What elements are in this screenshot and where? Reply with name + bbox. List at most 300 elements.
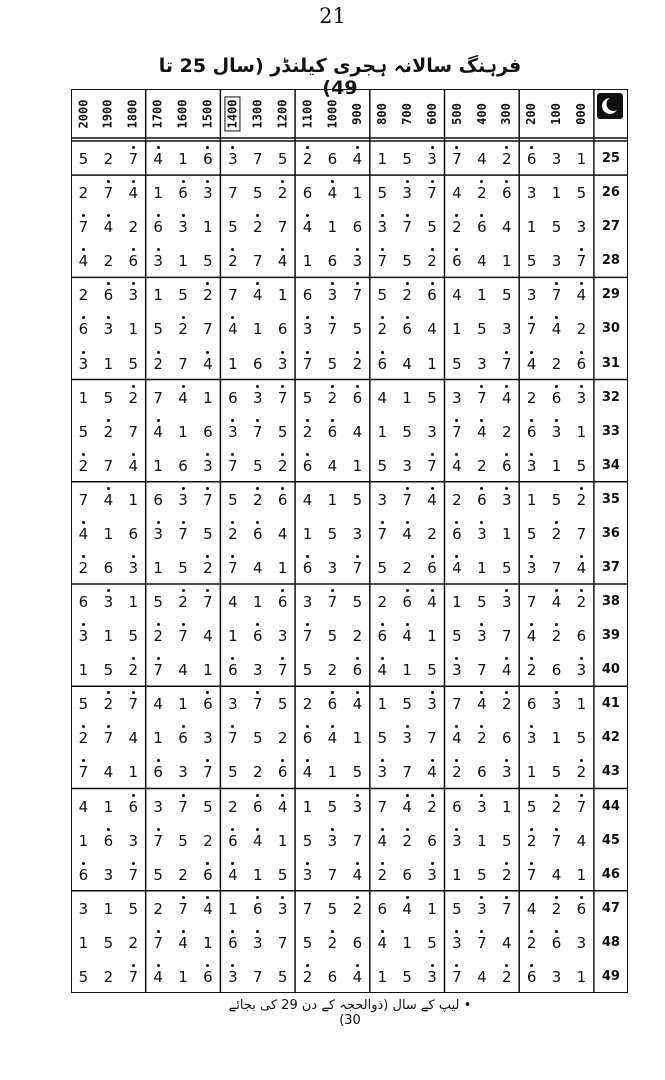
page-title: فرہنگ سالانہ ہجری کیلنڈر (سال 25 تا 49) bbox=[158, 55, 522, 99]
day-digit: 4 bbox=[501, 661, 512, 680]
day-digit: 1 bbox=[501, 797, 512, 816]
day-digit: 7 bbox=[526, 865, 537, 884]
day-digit: 2 bbox=[576, 763, 587, 782]
day-digit: 1 bbox=[103, 627, 114, 646]
day-digit: 2 bbox=[252, 490, 263, 509]
dot-mark bbox=[406, 589, 409, 592]
day-digit: 3 bbox=[277, 354, 288, 373]
day-digit: 2 bbox=[252, 218, 263, 237]
day-digit: 1 bbox=[377, 150, 388, 169]
footnote: • لیپ کے سال (ذوالحجہ کے دن 29 کی بجائے 30) bbox=[228, 998, 472, 1028]
day-digit: 7 bbox=[377, 252, 388, 271]
day-digit: 6 bbox=[501, 184, 512, 203]
day-digit: 7 bbox=[377, 797, 388, 816]
day-digit: 6 bbox=[252, 797, 263, 816]
day-digit: 1 bbox=[277, 286, 288, 305]
day-digit: 4 bbox=[377, 388, 388, 407]
dot-mark bbox=[580, 589, 583, 592]
day-digit: 2 bbox=[178, 865, 188, 884]
day-digit: 4 bbox=[452, 559, 462, 577]
day-digit: 3 bbox=[128, 286, 139, 305]
day-digit: 4 bbox=[452, 184, 462, 203]
day-digit: 7 bbox=[178, 797, 188, 816]
day-digit: 3 bbox=[327, 831, 338, 850]
day-digit: 6 bbox=[128, 252, 139, 271]
day-digit: 7 bbox=[128, 150, 139, 169]
header-century-1300: 1300 bbox=[250, 99, 265, 129]
day-digit: 1 bbox=[203, 218, 213, 237]
dot-mark bbox=[505, 385, 508, 388]
day-digit: 7 bbox=[551, 831, 562, 850]
dot-mark bbox=[431, 555, 434, 558]
day-digit: 4 bbox=[477, 422, 487, 441]
day-digit: 6 bbox=[302, 456, 313, 475]
year-label: 31 bbox=[601, 355, 620, 371]
day-digit: 6 bbox=[203, 422, 213, 441]
day-digit: 3 bbox=[402, 184, 412, 203]
dot-mark bbox=[356, 385, 359, 388]
day-digit: 4 bbox=[377, 933, 388, 952]
day-digit: 4 bbox=[477, 695, 487, 714]
day-digit: 7 bbox=[228, 456, 238, 475]
day-digit: 2 bbox=[402, 559, 412, 577]
day-digit: 2 bbox=[327, 933, 338, 952]
day-digit: 2 bbox=[526, 933, 537, 952]
day-digit: 6 bbox=[203, 967, 213, 986]
day-digit: 1 bbox=[352, 184, 363, 203]
day-digit: 6 bbox=[327, 252, 338, 271]
dot-mark bbox=[580, 794, 583, 797]
dot-mark bbox=[107, 487, 110, 490]
dot-mark bbox=[281, 453, 284, 456]
day-digit: 6 bbox=[327, 695, 338, 714]
day-digit: 7 bbox=[551, 559, 562, 577]
day-digit: 5 bbox=[228, 490, 238, 509]
dot-mark bbox=[157, 521, 160, 524]
day-digit: 4 bbox=[327, 729, 338, 748]
day-digit: 7 bbox=[252, 252, 263, 271]
day-digit: 3 bbox=[228, 422, 238, 441]
day-digit: 6 bbox=[228, 661, 238, 680]
day-digit: 1 bbox=[452, 320, 462, 339]
day-digit: 2 bbox=[477, 729, 487, 748]
day-digit: 3 bbox=[501, 490, 512, 509]
day-digit: 2 bbox=[128, 661, 139, 680]
day-digit: 7 bbox=[452, 695, 462, 714]
dot-mark bbox=[555, 419, 558, 422]
day-digit: 1 bbox=[501, 524, 512, 543]
day-digit: 6 bbox=[427, 831, 437, 850]
day-digit: 3 bbox=[501, 320, 512, 339]
day-digit: 4 bbox=[153, 150, 163, 169]
day-digit: 1 bbox=[128, 763, 139, 782]
day-digit: 5 bbox=[576, 729, 587, 748]
day-digit: 4 bbox=[352, 967, 363, 986]
dot-mark bbox=[580, 896, 583, 899]
dot-mark bbox=[107, 589, 110, 592]
day-digit: 4 bbox=[352, 150, 363, 169]
day-digit: 5 bbox=[352, 763, 363, 782]
day-digit: 6 bbox=[452, 252, 462, 271]
day-digit: 5 bbox=[452, 899, 462, 918]
day-digit: 4 bbox=[327, 184, 338, 203]
dot-mark bbox=[182, 794, 185, 797]
day-digit: 5 bbox=[128, 354, 139, 373]
header-century-1900: 1900 bbox=[100, 99, 115, 129]
year-label: 47 bbox=[601, 900, 620, 916]
day-digit: 3 bbox=[302, 865, 313, 884]
day-digit: 2 bbox=[501, 422, 512, 441]
day-digit: 5 bbox=[501, 559, 512, 577]
dot-mark bbox=[281, 385, 284, 388]
day-digit: 3 bbox=[78, 354, 89, 373]
day-digit: 3 bbox=[501, 763, 512, 782]
day-digit: 6 bbox=[228, 933, 238, 952]
day-digit: 6 bbox=[551, 933, 562, 952]
day-digit: 5 bbox=[477, 593, 487, 612]
day-digit: 3 bbox=[78, 899, 89, 918]
day-digit: 3 bbox=[551, 252, 562, 271]
day-digit: 6 bbox=[277, 763, 288, 782]
day-digit: 7 bbox=[203, 763, 213, 782]
dot-mark bbox=[331, 589, 334, 592]
day-digit: 6 bbox=[128, 524, 139, 543]
day-digit: 5 bbox=[526, 524, 537, 543]
day-digit: 6 bbox=[576, 899, 587, 918]
day-digit: 3 bbox=[203, 184, 213, 203]
day-digit: 5 bbox=[427, 933, 437, 952]
day-digit: 4 bbox=[302, 490, 313, 509]
day-digit: 5 bbox=[178, 559, 188, 577]
day-digit: 7 bbox=[252, 150, 263, 169]
dot-mark bbox=[331, 385, 334, 388]
day-digit: 6 bbox=[352, 933, 363, 952]
year-label: 48 bbox=[601, 934, 620, 950]
day-digit: 4 bbox=[402, 627, 412, 646]
day-digit: 7 bbox=[427, 456, 437, 475]
day-digit: 6 bbox=[302, 286, 313, 305]
day-digit: 4 bbox=[203, 627, 213, 646]
day-digit: 1 bbox=[526, 763, 537, 782]
day-digit: 3 bbox=[352, 524, 363, 543]
day-digit: 4 bbox=[178, 388, 188, 407]
day-digit: 5 bbox=[277, 422, 288, 441]
day-digit: 5 bbox=[402, 422, 412, 441]
day-digit: 7 bbox=[153, 661, 163, 680]
day-digit: 1 bbox=[352, 456, 363, 475]
header-century-700: 700 bbox=[399, 103, 414, 125]
day-digit: 3 bbox=[228, 967, 238, 986]
year-label: 38 bbox=[601, 594, 620, 610]
day-digit: 5 bbox=[203, 797, 213, 816]
day-digit: 6 bbox=[377, 354, 388, 373]
day-digit: 6 bbox=[352, 218, 363, 237]
dot-mark bbox=[306, 964, 309, 967]
day-digit: 5 bbox=[78, 695, 89, 714]
dot-mark bbox=[555, 828, 558, 831]
day-digit: 1 bbox=[252, 320, 263, 339]
dot-mark bbox=[306, 419, 309, 422]
day-digit: 7 bbox=[228, 184, 238, 203]
day-digit: 5 bbox=[327, 524, 338, 543]
day-digit: 5 bbox=[427, 388, 437, 407]
day-digit: 1 bbox=[203, 933, 213, 952]
day-digit: 5 bbox=[452, 627, 462, 646]
day-digit: 5 bbox=[327, 627, 338, 646]
day-digit: 3 bbox=[352, 252, 363, 271]
dot-mark bbox=[157, 930, 160, 933]
day-digit: 6 bbox=[178, 456, 188, 475]
day-digit: 3 bbox=[551, 695, 562, 714]
dot-mark bbox=[107, 828, 110, 831]
day-digit: 7 bbox=[352, 286, 363, 305]
day-digit: 2 bbox=[427, 797, 437, 816]
day-digit: 1 bbox=[78, 388, 89, 407]
dot-mark bbox=[157, 419, 160, 422]
day-digit: 7 bbox=[103, 729, 114, 748]
dot-mark bbox=[82, 862, 85, 865]
day-digit: 4 bbox=[128, 184, 139, 203]
day-digit: 1 bbox=[576, 422, 587, 441]
day-digit: 2 bbox=[277, 729, 288, 748]
day-digit: 2 bbox=[526, 388, 537, 407]
day-digit: 2 bbox=[128, 388, 139, 407]
day-digit: 5 bbox=[427, 218, 437, 237]
day-digit: 1 bbox=[103, 354, 114, 373]
day-digit: 2 bbox=[228, 797, 238, 816]
day-digit: 6 bbox=[78, 865, 89, 884]
day-digit: 5 bbox=[128, 627, 139, 646]
day-digit: 5 bbox=[252, 184, 263, 203]
dot-mark bbox=[555, 521, 558, 524]
dot-mark bbox=[356, 146, 359, 149]
day-digit: 1 bbox=[327, 218, 338, 237]
day-digit: 2 bbox=[78, 184, 89, 203]
day-digit: 2 bbox=[203, 831, 213, 850]
day-digit: 6 bbox=[277, 490, 288, 509]
header-century-600: 600 bbox=[424, 103, 439, 125]
dot-mark bbox=[356, 862, 359, 865]
day-digit: 6 bbox=[178, 184, 188, 203]
day-digit: 2 bbox=[452, 490, 462, 509]
day-digit: 4 bbox=[302, 763, 313, 782]
day-digit: 6 bbox=[452, 524, 462, 543]
day-digit: 3 bbox=[128, 831, 139, 850]
day-digit: 2 bbox=[228, 252, 238, 271]
day-digit: 7 bbox=[178, 899, 188, 918]
dot-mark bbox=[431, 691, 434, 694]
day-digit: 5 bbox=[302, 388, 313, 407]
day-digit: 7 bbox=[252, 422, 263, 441]
day-digit: 1 bbox=[551, 184, 562, 203]
day-digit: 2 bbox=[103, 695, 114, 714]
day-digit: 3 bbox=[477, 524, 487, 543]
day-digit: 5 bbox=[153, 865, 163, 884]
year-label: 26 bbox=[601, 185, 620, 201]
day-digit: 5 bbox=[377, 184, 388, 203]
day-digit: 7 bbox=[477, 661, 487, 680]
day-digit: 4 bbox=[526, 627, 537, 646]
day-digit: 3 bbox=[526, 456, 537, 475]
day-digit: 1 bbox=[551, 729, 562, 748]
day-digit: 4 bbox=[277, 797, 288, 816]
day-digit: 2 bbox=[402, 831, 412, 850]
dot-mark bbox=[256, 419, 259, 422]
day-digit: 5 bbox=[178, 831, 188, 850]
year-label: 32 bbox=[601, 389, 620, 405]
year-label: 41 bbox=[601, 696, 620, 712]
day-digit: 1 bbox=[78, 933, 89, 952]
day-digit: 5 bbox=[302, 933, 313, 952]
day-digit: 5 bbox=[228, 763, 238, 782]
day-digit: 3 bbox=[427, 150, 437, 169]
day-digit: 6 bbox=[128, 797, 139, 816]
day-digit: 7 bbox=[302, 899, 313, 918]
day-digit: 4 bbox=[526, 899, 537, 918]
day-digit: 5 bbox=[252, 729, 263, 748]
dot-mark bbox=[530, 419, 533, 422]
day-digit: 7 bbox=[78, 218, 89, 237]
day-digit: 7 bbox=[576, 797, 587, 816]
day-digit: 2 bbox=[103, 422, 114, 441]
dot-mark bbox=[306, 862, 309, 865]
day-digit: 1 bbox=[203, 388, 213, 407]
day-digit: 3 bbox=[427, 865, 437, 884]
day-digit: 3 bbox=[178, 490, 188, 509]
day-digit: 4 bbox=[402, 899, 412, 918]
dot-mark bbox=[555, 896, 558, 899]
dot-mark bbox=[406, 794, 409, 797]
day-digit: 3 bbox=[228, 150, 238, 169]
day-digit: 6 bbox=[302, 559, 313, 577]
day-digit: 2 bbox=[178, 320, 188, 339]
day-digit: 1 bbox=[153, 559, 163, 577]
dot-mark bbox=[406, 828, 409, 831]
dot-mark bbox=[182, 385, 185, 388]
day-digit: 1 bbox=[128, 593, 139, 612]
day-digit: 3 bbox=[576, 218, 587, 237]
header-century-1700: 1700 bbox=[150, 99, 165, 129]
day-digit: 1 bbox=[576, 150, 587, 169]
dot-mark bbox=[182, 896, 185, 899]
day-digit: 2 bbox=[551, 354, 562, 373]
day-digit: 5 bbox=[526, 252, 537, 271]
day-digit: 6 bbox=[228, 388, 238, 407]
dot-mark bbox=[157, 214, 160, 217]
day-digit: 1 bbox=[153, 184, 163, 203]
day-digit: 1 bbox=[128, 490, 139, 509]
day-digit: 5 bbox=[377, 456, 388, 475]
year-label: 34 bbox=[601, 457, 620, 473]
day-digit: 4 bbox=[103, 490, 114, 509]
day-digit: 4 bbox=[452, 456, 462, 475]
day-digit: 2 bbox=[501, 150, 512, 169]
day-digit: 5 bbox=[277, 695, 288, 714]
dot-mark bbox=[530, 862, 533, 865]
dot-mark bbox=[356, 555, 359, 558]
day-digit: 7 bbox=[153, 933, 163, 952]
day-digit: 2 bbox=[551, 627, 562, 646]
dot-mark bbox=[132, 385, 135, 388]
day-digit: 1 bbox=[477, 286, 487, 305]
day-digit: 3 bbox=[178, 763, 188, 782]
day-digit: 1 bbox=[377, 695, 388, 714]
day-digit: 1 bbox=[277, 831, 288, 850]
day-digit: 5 bbox=[327, 899, 338, 918]
day-digit: 1 bbox=[477, 559, 487, 577]
day-digit: 4 bbox=[402, 524, 412, 543]
day-digit: 7 bbox=[203, 593, 213, 612]
header-century-1000: 1000 bbox=[325, 99, 339, 129]
day-digit: 7 bbox=[327, 320, 338, 339]
day-digit: 4 bbox=[103, 218, 114, 237]
dot-mark bbox=[381, 351, 384, 354]
day-digit: 3 bbox=[551, 150, 562, 169]
dot-mark bbox=[505, 351, 508, 354]
day-digit: 4 bbox=[452, 729, 462, 748]
day-digit: 5 bbox=[551, 763, 562, 782]
day-digit: 3 bbox=[327, 286, 338, 305]
day-digit: 4 bbox=[402, 354, 412, 373]
day-digit: 5 bbox=[377, 286, 388, 305]
day-digit: 1 bbox=[377, 967, 388, 986]
day-digit: 4 bbox=[477, 252, 487, 271]
day-digit: 1 bbox=[153, 456, 163, 475]
day-digit: 7 bbox=[501, 354, 512, 373]
dot-mark bbox=[256, 385, 259, 388]
day-digit: 4 bbox=[501, 388, 512, 407]
dot-mark bbox=[331, 930, 334, 933]
day-digit: 4 bbox=[178, 661, 188, 680]
day-digit: 1 bbox=[576, 967, 587, 986]
day-digit: 7 bbox=[203, 320, 213, 339]
dot-mark bbox=[157, 964, 160, 967]
day-digit: 2 bbox=[427, 524, 437, 543]
day-digit: 4 bbox=[228, 865, 238, 884]
day-digit: 5 bbox=[402, 967, 412, 986]
day-digit: 1 bbox=[178, 695, 188, 714]
day-digit: 3 bbox=[352, 797, 363, 816]
day-digit: 7 bbox=[576, 524, 587, 543]
day-digit: 6 bbox=[477, 490, 487, 509]
year-label: 43 bbox=[601, 764, 620, 780]
day-digit: 4 bbox=[377, 831, 388, 850]
day-digit: 7 bbox=[252, 967, 263, 986]
day-digit: 2 bbox=[327, 388, 338, 407]
day-digit: 5 bbox=[103, 661, 114, 680]
day-digit: 7 bbox=[327, 865, 338, 884]
day-digit: 3 bbox=[452, 661, 462, 680]
day-digit: 6 bbox=[103, 559, 114, 577]
dot-mark bbox=[431, 964, 434, 967]
dot-mark bbox=[157, 828, 160, 831]
day-digit: 4 bbox=[228, 320, 238, 339]
dot-mark bbox=[381, 862, 384, 865]
day-digit: 3 bbox=[477, 797, 487, 816]
day-digit: 3 bbox=[277, 627, 288, 646]
year-label: 35 bbox=[601, 491, 620, 507]
day-digit: 2 bbox=[427, 252, 437, 271]
dot-mark bbox=[530, 828, 533, 831]
day-digit: 3 bbox=[501, 593, 512, 612]
dot-mark bbox=[381, 214, 384, 217]
day-digit: 3 bbox=[452, 831, 462, 850]
day-digit: 2 bbox=[377, 320, 388, 339]
dot-mark bbox=[132, 146, 135, 149]
day-digit: 6 bbox=[327, 422, 338, 441]
day-digit: 3 bbox=[377, 490, 388, 509]
day-digit: 1 bbox=[103, 524, 114, 543]
